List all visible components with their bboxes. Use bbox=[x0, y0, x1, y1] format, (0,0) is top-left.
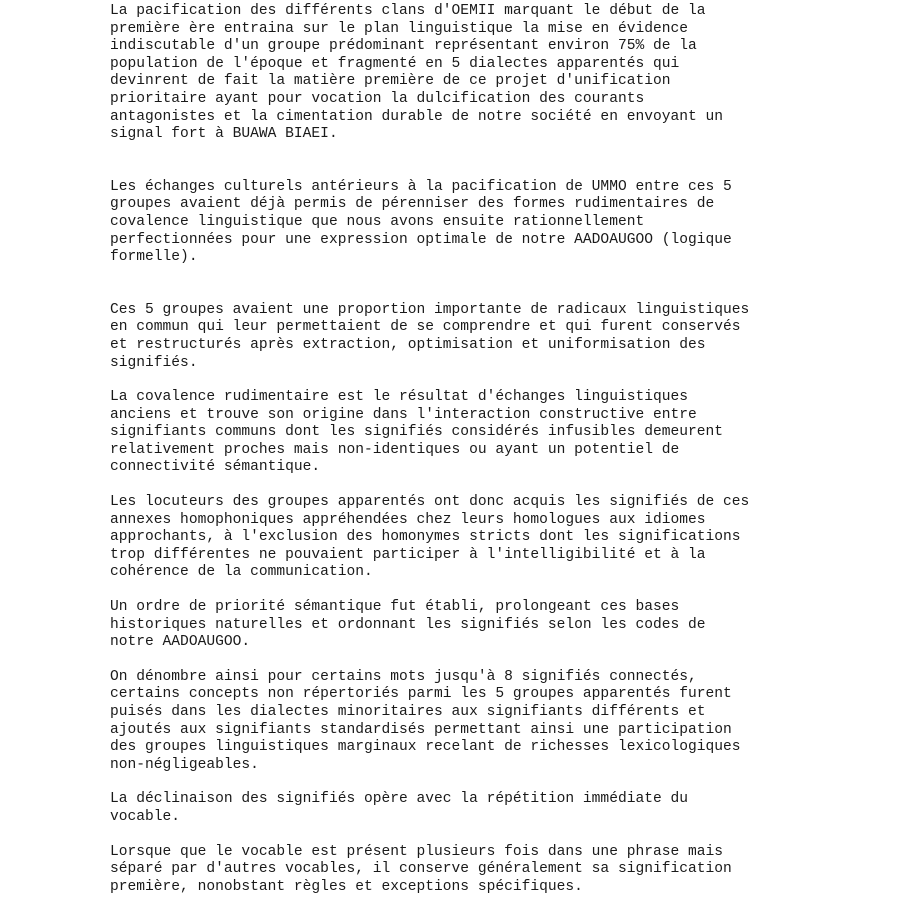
document-body bbox=[110, 3, 790, 896]
paragraph-1: La pacification des différents clans d'OEMII marquant le début de la première ère entraina sur le plan linguistique la mise en évidence indiscutable d'un groupe prédominant représentant environ 75% de la population de l'époque et fragmenté en 5 dialectes apparentés qui devinrent de fait la matière première de ce projet d'unification prioritaire ayant pour vocation la dulcification des courants antagonistes et la cimentation durable de notre société en envoyant un signal fort à BUAWA BIAEI. bbox=[110, 3, 724, 143]
paragraph-4: La covalence rudimentaire est le résultat d'échanges linguistiques anciens et trouve son origine dans l'interaction constructive entre signifiants communs dont les signifiés considérés infusibles demeurent relativement proches mais non-identiques ou ayant un potentiel de connectivité sémantique. bbox=[110, 389, 724, 476]
paragraph-3: Ces 5 groupes avaient une proportion importante de radicaux linguistiques en commun qui leur permettaient de se comprendre et qui furent conservés et restructurés après extraction, optimisation et uniformisation des signifiés. bbox=[110, 301, 750, 371]
paragraph-2: Les échanges culturels antérieurs à la pacification de UMMO entre ces 5 groupes avaient déjà permis de pérenniser des formes rudimentaires de covalence linguistique que nous avons ensuite rationnellement perfectionnées pour une expression optimale de notre AADOAUGOO (logique formelle). bbox=[110, 178, 732, 266]
paragraph-8: La déclinaison des signifiés opère avec la répétition immédiate du vocable. bbox=[110, 791, 689, 825]
paragraph-7: On dénombre ainsi pour certains mots jusqu'à 8 signifiés connectés, certains concepts non répertoriés parmi les 5 groupes apparentés furent puisés dans les dialectes minoritaires aux signifiants différents et ajoutés aux signifiants standardisés permettant ainsi une participation des groupes linguistiques marginaux recelant de richesses lexicologiques non-négligeables. bbox=[110, 668, 741, 773]
paragraph-9: Lorsque que le vocable est présent plusieurs fois dans une phrase mais séparé par d'autres vocables, il conserve généralement sa signification première, nonobstant règles et exceptions spécifiques. bbox=[110, 843, 732, 895]
paragraph-6: Un ordre de priorité sémantique fut établi, prolongeant ces bases historiques naturelles et ordonnant les signifiés selon les codes de notre AADOAUGOO. bbox=[110, 599, 706, 651]
paragraph-5: Les locuteurs des groupes apparentés ont donc acquis les signifiés de ces annexes homophoniques appréhendées chez leurs homologues aux idiomes approchants, à l'exclusion des homonymes stricts dont les significations trop différentes ne pouvaient participer à l'intelligibilité et à la cohérence de la communication. bbox=[110, 494, 750, 581]
